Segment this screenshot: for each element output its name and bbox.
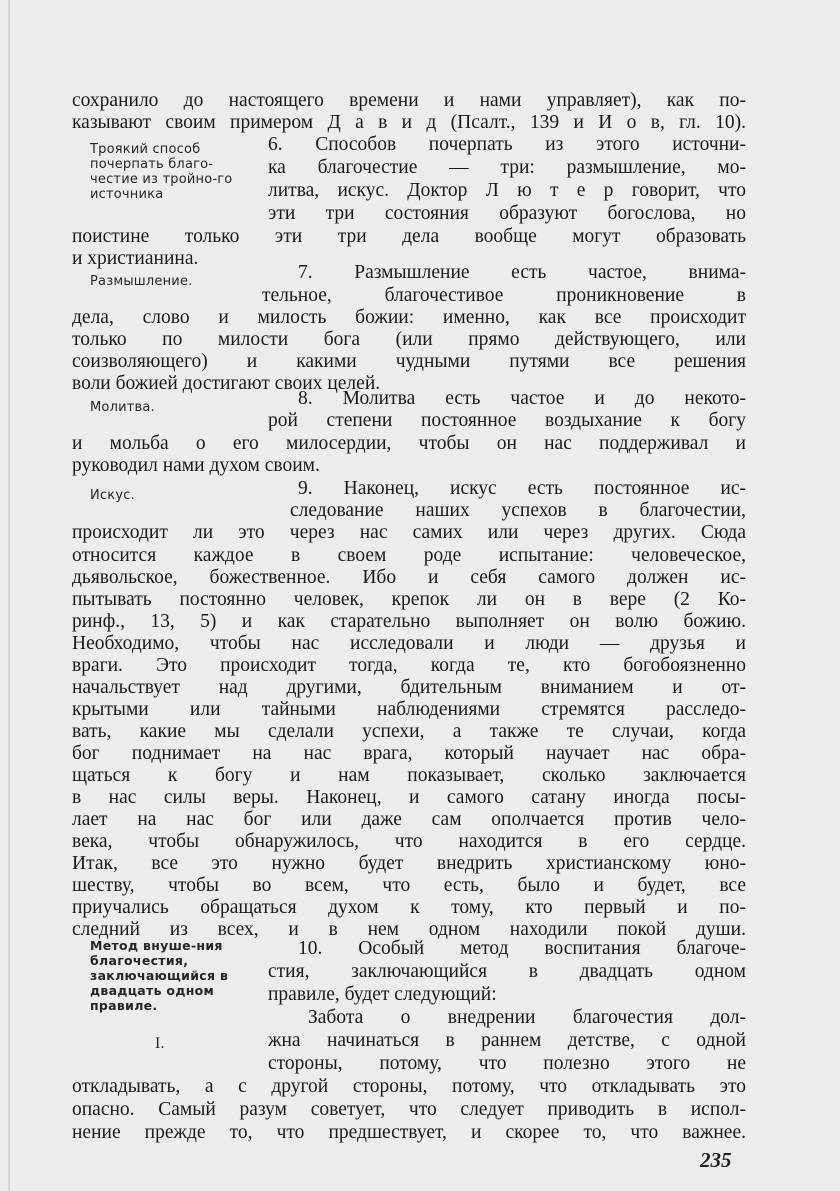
text-line: ринф., 13, 5) и как старательно выполняет он волю божию. [72,611,746,632]
text-line: литва, искус. Доктор Л ю т е р говорит, что [268,180,746,201]
page-binding-edge [8,0,10,1191]
text-line: руководил нами духом своим. [72,455,320,476]
text-line: века, чтобы обнаружилось, что находится в его сердце. [72,831,746,852]
text-line: происходит ли это через нас самих или через других. Сюда [72,522,746,543]
text-line: вать, какие мы сделали успехи, а также те случаи, когда [72,721,746,742]
text-line: начальствует над другими, бдительным вниманием и от- [72,677,746,698]
text-line: тельное, благочестивое проникновение в [262,285,746,306]
text-line: бог поднимает на нас врага, который научает нас обра- [72,743,746,764]
margin-note-metod: Метод внуше-ния благочестия, заключающийся в двадцать одном правиле. [90,938,229,1013]
text-line: казывают своим примером Д а в и д (Псалт., 139 и И о в, гл. 10). [72,112,746,133]
text-line: 6. Способов почерпать из этого источни- [268,134,746,155]
text-line: стия, заключающийся в двадцать одном [268,961,746,982]
rule-number: I. [155,1035,165,1052]
text-line: сохранило до настоящего времени и нами управляет), как по- [72,90,746,111]
margin-note-molitva: Молитва. [90,400,155,415]
page-number: 235 [700,1148,732,1172]
text-line: правиле, будет следующий: [268,984,497,1005]
text-line: и христианина. [72,248,199,269]
text-line: соизволяющего) и какими чудными путями все решения [72,351,746,372]
text-line: лает на нас бог или даже сам ополчается против чело- [72,809,746,830]
text-line: следний из всех, и в нем одном находили покой души. [72,919,746,940]
text-line: и мольба о его милосердии, чтобы он нас поддерживал и [72,433,746,454]
text-line: поистине только эти три дела вообще могут образовать [72,226,746,247]
text-line: Забота о внедрении благочестия дол- [308,1007,746,1028]
text-line: нение прежде то, что предшествует, и скорее то, что важнее. [72,1122,746,1143]
text-line: щаться к богу и нам показывает, сколько заключается [72,765,746,786]
text-line: Необходимо, чтобы нас исследовали и люди — друзья и [72,633,746,654]
text-line: 7. Размышление есть частое, внима- [298,262,746,283]
text-line: шеству, чтобы во всем, что есть, было и будет, все [72,875,746,896]
margin-note-troyakiy: Трoякий способ почерпать благо-честие из тройно-го источника [90,142,233,202]
text-line: воли божией достигают своих целей. [72,373,381,394]
text-line: 8. Молитва есть частое и до некото- [298,388,746,409]
text-line: в нас силы веры. Наконец, и самого сатану иногда посы- [72,787,746,808]
text-line: следование наших успехов в благочестии, [290,500,746,521]
text-line: опасно. Самый разум советует, что следует приводить в испол- [72,1099,746,1120]
text-line: только по милости бога (или прямо действующего, или [72,329,746,350]
margin-note-iskus: Искус. [90,488,135,503]
text-line: стороны, потому, что полезно этого не [268,1053,746,1074]
text-line: враги. Это происходит тогда, когда те, кто богобоязненно [72,655,746,676]
margin-note-razmyshlenie: Размышление. [90,274,193,289]
text-line: откладывать, а с другой стороны, потому, что откладывать это [72,1076,746,1097]
text-line: рой степени постоянное воздыхание к богу [268,410,746,431]
text-line: пытывать постоянно человек, крепок ли он в вере (2 Ко- [72,589,746,610]
text-line: дела, слово и милость божии: именно, как все происходит [72,307,746,328]
text-line: жна начинаться в раннем детстве, с одной [268,1030,746,1051]
text-line: крытыми или тайными наблюдениями стремятся расследо- [72,699,746,720]
text-line: эти три состояния образуют богослова, но [268,203,746,224]
text-line: Итак, все это нужно будет внедрить христианскому юно- [72,853,746,874]
text-line: относится каждое в своем роде испытание: человеческое, [72,545,746,566]
text-line: ка благочестие — три: размышление, мо- [268,157,746,178]
text-line: 9. Наконец, искус есть постоянное ис- [298,478,746,499]
text-line: дьявольское, божественное. Ибо и себя самого должен ис- [72,567,746,588]
text-line: 10. Особый метод воспитания благоче- [298,938,746,959]
text-line: приучались обращаться духом к тому, кто первый и по- [72,897,746,918]
